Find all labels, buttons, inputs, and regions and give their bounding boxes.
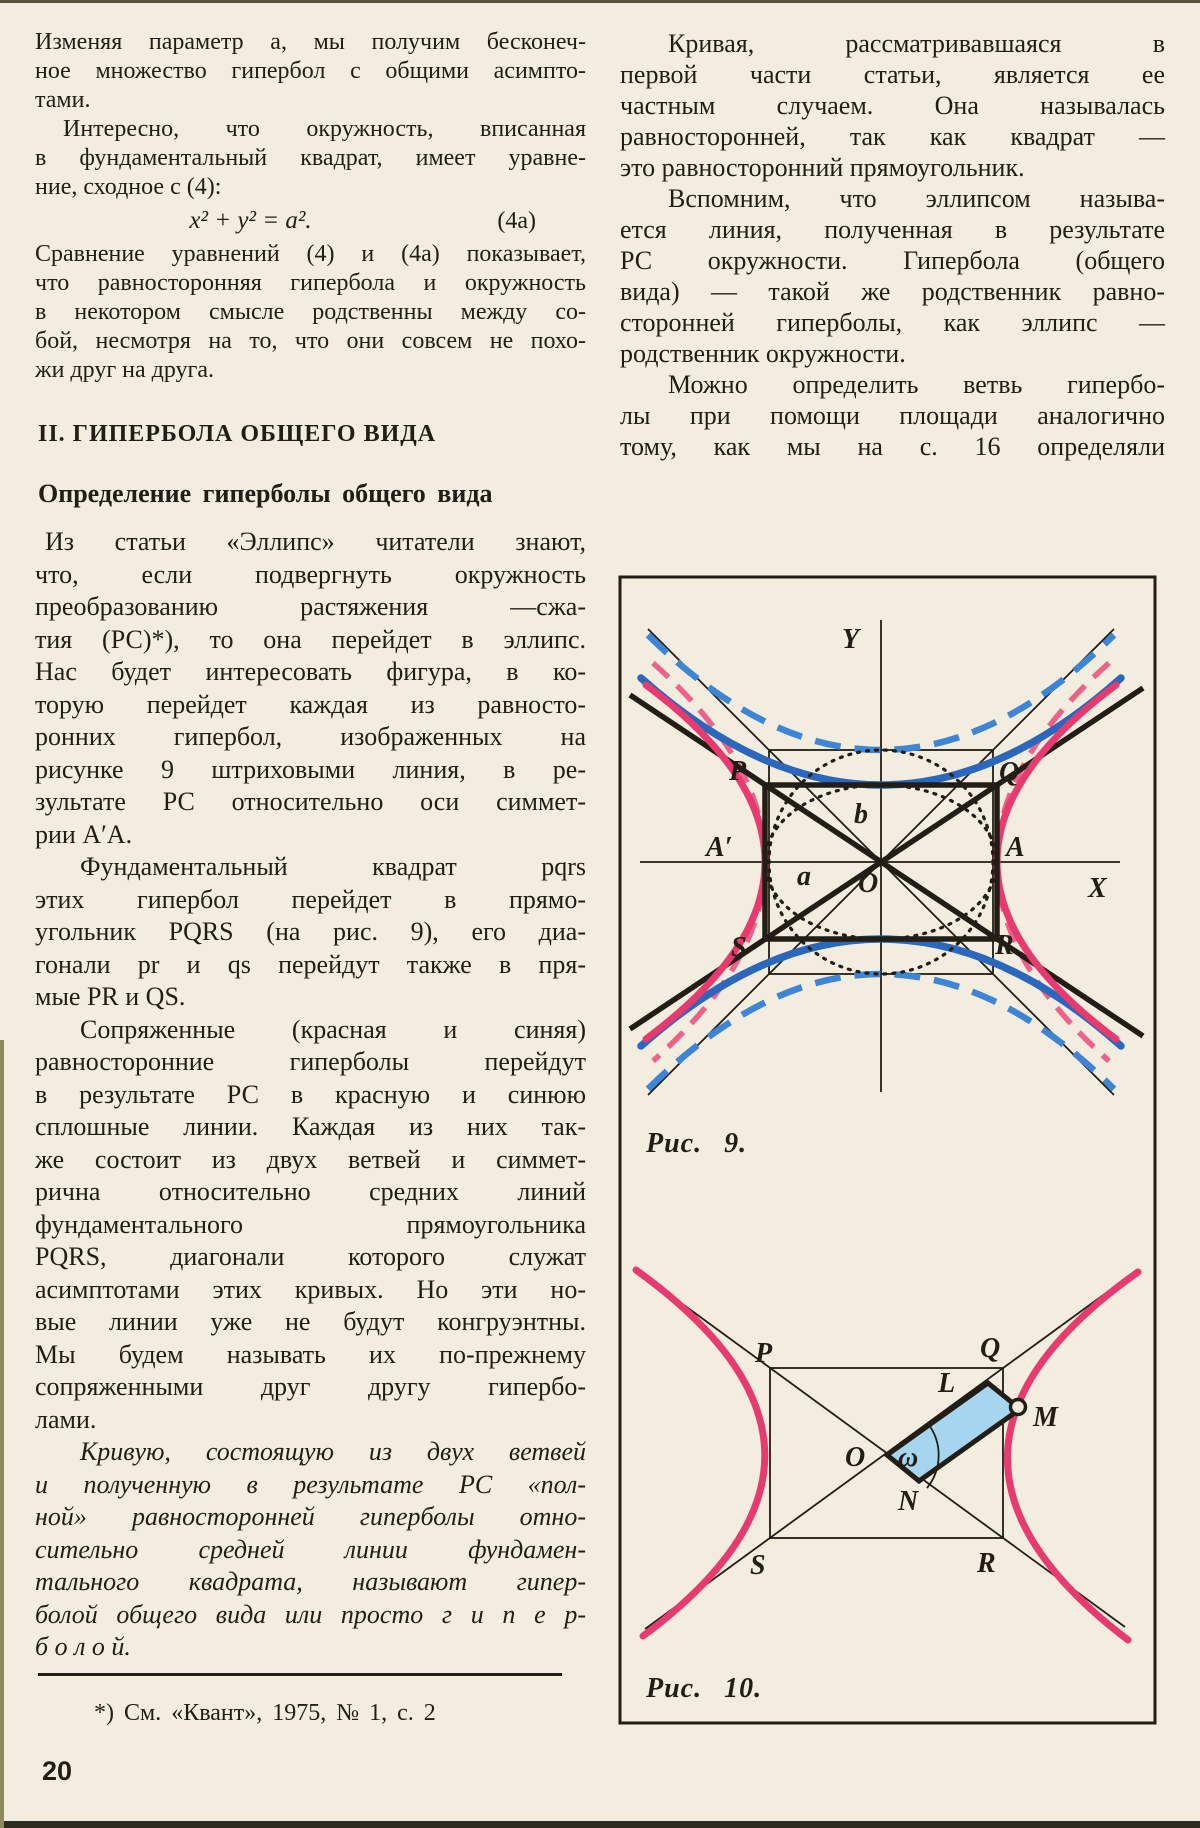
text-line: Сопряженные (красная и синяя) [80,1014,586,1044]
text-line: ронних гипербол, изображенных на [35,722,586,751]
text-line: вида) — такой же родственник равно- [620,277,1165,306]
text-line: Интересно, что окружность, вписанная [63,116,586,142]
paragraph [35,1014,586,1437]
text-line: мые PR и QS. [35,982,186,1011]
text-line: рии A′A. [35,819,133,849]
footnote-block [38,1673,562,1727]
paragraph [35,851,586,1014]
subsection-heading: Определение гиперболы общего вида [38,479,493,508]
label-A: A [1006,832,1025,863]
text-line: же состоит из двух ветвей и симмет- [35,1144,586,1174]
left-column-main-section [35,526,586,1664]
text-line: Вспомним, что эллипсом называ- [668,184,1165,213]
label-P: P [755,1338,773,1369]
footnote-rule [38,1673,562,1676]
scan-edge-top [0,0,1200,3]
paragraph [35,526,586,851]
text-line: в результате РС в красную и синюю [35,1079,586,1109]
point-M-marker [1011,1400,1026,1415]
paragraph [620,183,1165,369]
equation-tag: (4а) [497,208,536,234]
text-line: Мы будем называть их по-прежнему [35,1339,586,1369]
text-line: PQRS, диагонали которого служат [35,1242,586,1271]
label-Y: Y [842,624,860,655]
left-column-top-section [35,28,586,385]
text-line: частным случаем. Она называлась [620,91,1165,120]
text-line: сительно средней линии фундамен- [35,1534,586,1564]
label-N: N [898,1486,919,1517]
label-X: X [1088,873,1107,904]
label-O: O [858,868,879,899]
text-line: лы при помощи площади аналогично [620,401,1165,430]
text-line: первой части статьи, является ее [620,60,1165,89]
text-line: равносторонние гиперболы перейдут [35,1047,586,1076]
text-line: болой общего вида или просто г и п е р- [35,1599,586,1629]
text-line: асимптотами этих кривых. Но эти но- [35,1274,586,1304]
text-line: сторонней гиперболы, как эллипс — [620,308,1165,337]
text-line: гонали pr и qs перейдут также в пря- [35,949,586,979]
label-Q: Q [999,757,1020,788]
text-line: Кривая, рассматривавшаяся в [668,29,1165,58]
figure-9 [630,620,1143,1159]
text-line: равносторонней, так как квадрат — [620,122,1165,151]
paragraph [620,369,1165,462]
text-line: РС окружности. Гипербола (общего [620,246,1165,275]
text-line: сплошные линии. Каждая из них так- [35,1112,586,1141]
paragraph [35,28,586,115]
red-hyperbola-right [1007,1272,1138,1640]
left-column [35,28,586,1664]
paragraph [620,28,1165,183]
equation-row [35,202,586,240]
text-line: ние, сходное с (4): [35,174,222,200]
label-b: b [854,799,868,830]
label-P: P [729,756,747,787]
scan-edge-bottom [0,1821,1200,1828]
label-L: L [938,1368,956,1399]
text-line: торую перейдет каждая из равносто- [35,689,586,719]
right-column [620,28,1165,462]
text-line: тия (РС)*), то она перейдет в эллипс. [35,624,586,654]
text-line: тального квадрата, называют гипер- [35,1567,586,1596]
label-omega: ω [898,1442,919,1473]
figure-9-caption: Рис. 9. [646,1128,748,1159]
text-line: зультате РС относительно оси симмет- [35,787,586,816]
text-line: рисунке 9 штриховыми линия, в ре- [35,754,586,784]
text-line: что равносторонняя гипербола и окружность [35,270,586,296]
footnote: *) См. «Квант», 1975, № 1, с. 2 [94,1700,436,1726]
text-line: преобразованию растяжения —сжа- [35,592,586,621]
label-M: M [1033,1402,1058,1433]
figure-panel [618,575,1157,1725]
text-line: в фундаментальный квадрат, имеет уравне- [35,145,586,171]
section-heading: II. ГИПЕРБОЛА ОБЩЕГО ВИДА [38,421,437,447]
text-line: этих гипербол перейдет в прямо- [35,884,586,914]
text-line: ется линия, полученная в результате [620,215,1165,244]
text-line: рична относительно средних линий [35,1177,586,1206]
text-line: Изменяя параметр a, мы получим бесконеч- [35,29,586,55]
text-line: вые линии уже не будут конгруэнтны. [35,1307,586,1336]
text-line: Можно определить ветвь гипербо- [668,370,1165,399]
text-line: жи друг на друга. [35,357,215,383]
paragraph [35,115,586,202]
text-line: Сравнение уравнений (4) и (4а) показывает, [35,241,586,267]
text-line: это равносторонний прямоугольник. [620,153,1025,182]
text-line: Кривую, состоящую из двух ветвей [80,1437,586,1466]
text-line: тами. [35,87,91,113]
text-line: угольник PQRS (на рис. 9), его диа- [35,917,586,946]
equation: x² + y² = a². [189,207,312,234]
text-line: родственник окружности. [620,339,906,368]
figure-10-caption: Рис. 10. [646,1673,763,1704]
text-line: в некотором смысле родственны между со- [35,299,586,325]
paragraph [35,240,586,385]
text-line: ной» равносторонней гиперболы отно- [35,1502,586,1531]
scan-edge-left [0,1040,4,1828]
text-line: б о л о й. [35,1632,131,1661]
label-O: O [845,1442,866,1473]
label-S: S [750,1550,766,1581]
text-line: что, если подвергнуть окружность [35,559,586,589]
text-line: и полученную в результате РС «пол- [35,1469,586,1499]
text-line: Фундаментальный квадрат pqrs [80,852,586,881]
text-line: ное множество гипербол с общими асимпто- [35,58,586,84]
figure-10 [636,1270,1138,1704]
label-a: a [797,861,811,892]
text-line: тому, как мы на с. 16 определяли [620,432,1165,461]
label-R: R [995,930,1014,961]
text-line: сопряженными друг другу гипербо- [35,1372,586,1401]
page-number: 20 [42,1756,73,1786]
paragraph-definition [35,1436,586,1664]
label-R: R [977,1548,996,1579]
red-hyperbola-left [636,1270,765,1636]
label-A-prime: A′ [706,832,733,863]
text-line: бой, несмотря на то, что они совсем не похо- [35,328,586,354]
text-line: Из статьи «Эллипс» читатели знают, [45,527,586,556]
label-S: S [731,932,747,963]
text-line: лами. [35,1404,97,1434]
text-line: Нас будет интересовать фигура, в ко- [35,657,586,686]
text-line: фундаментального прямоугольника [35,1209,586,1239]
label-Q: Q [980,1333,1001,1364]
